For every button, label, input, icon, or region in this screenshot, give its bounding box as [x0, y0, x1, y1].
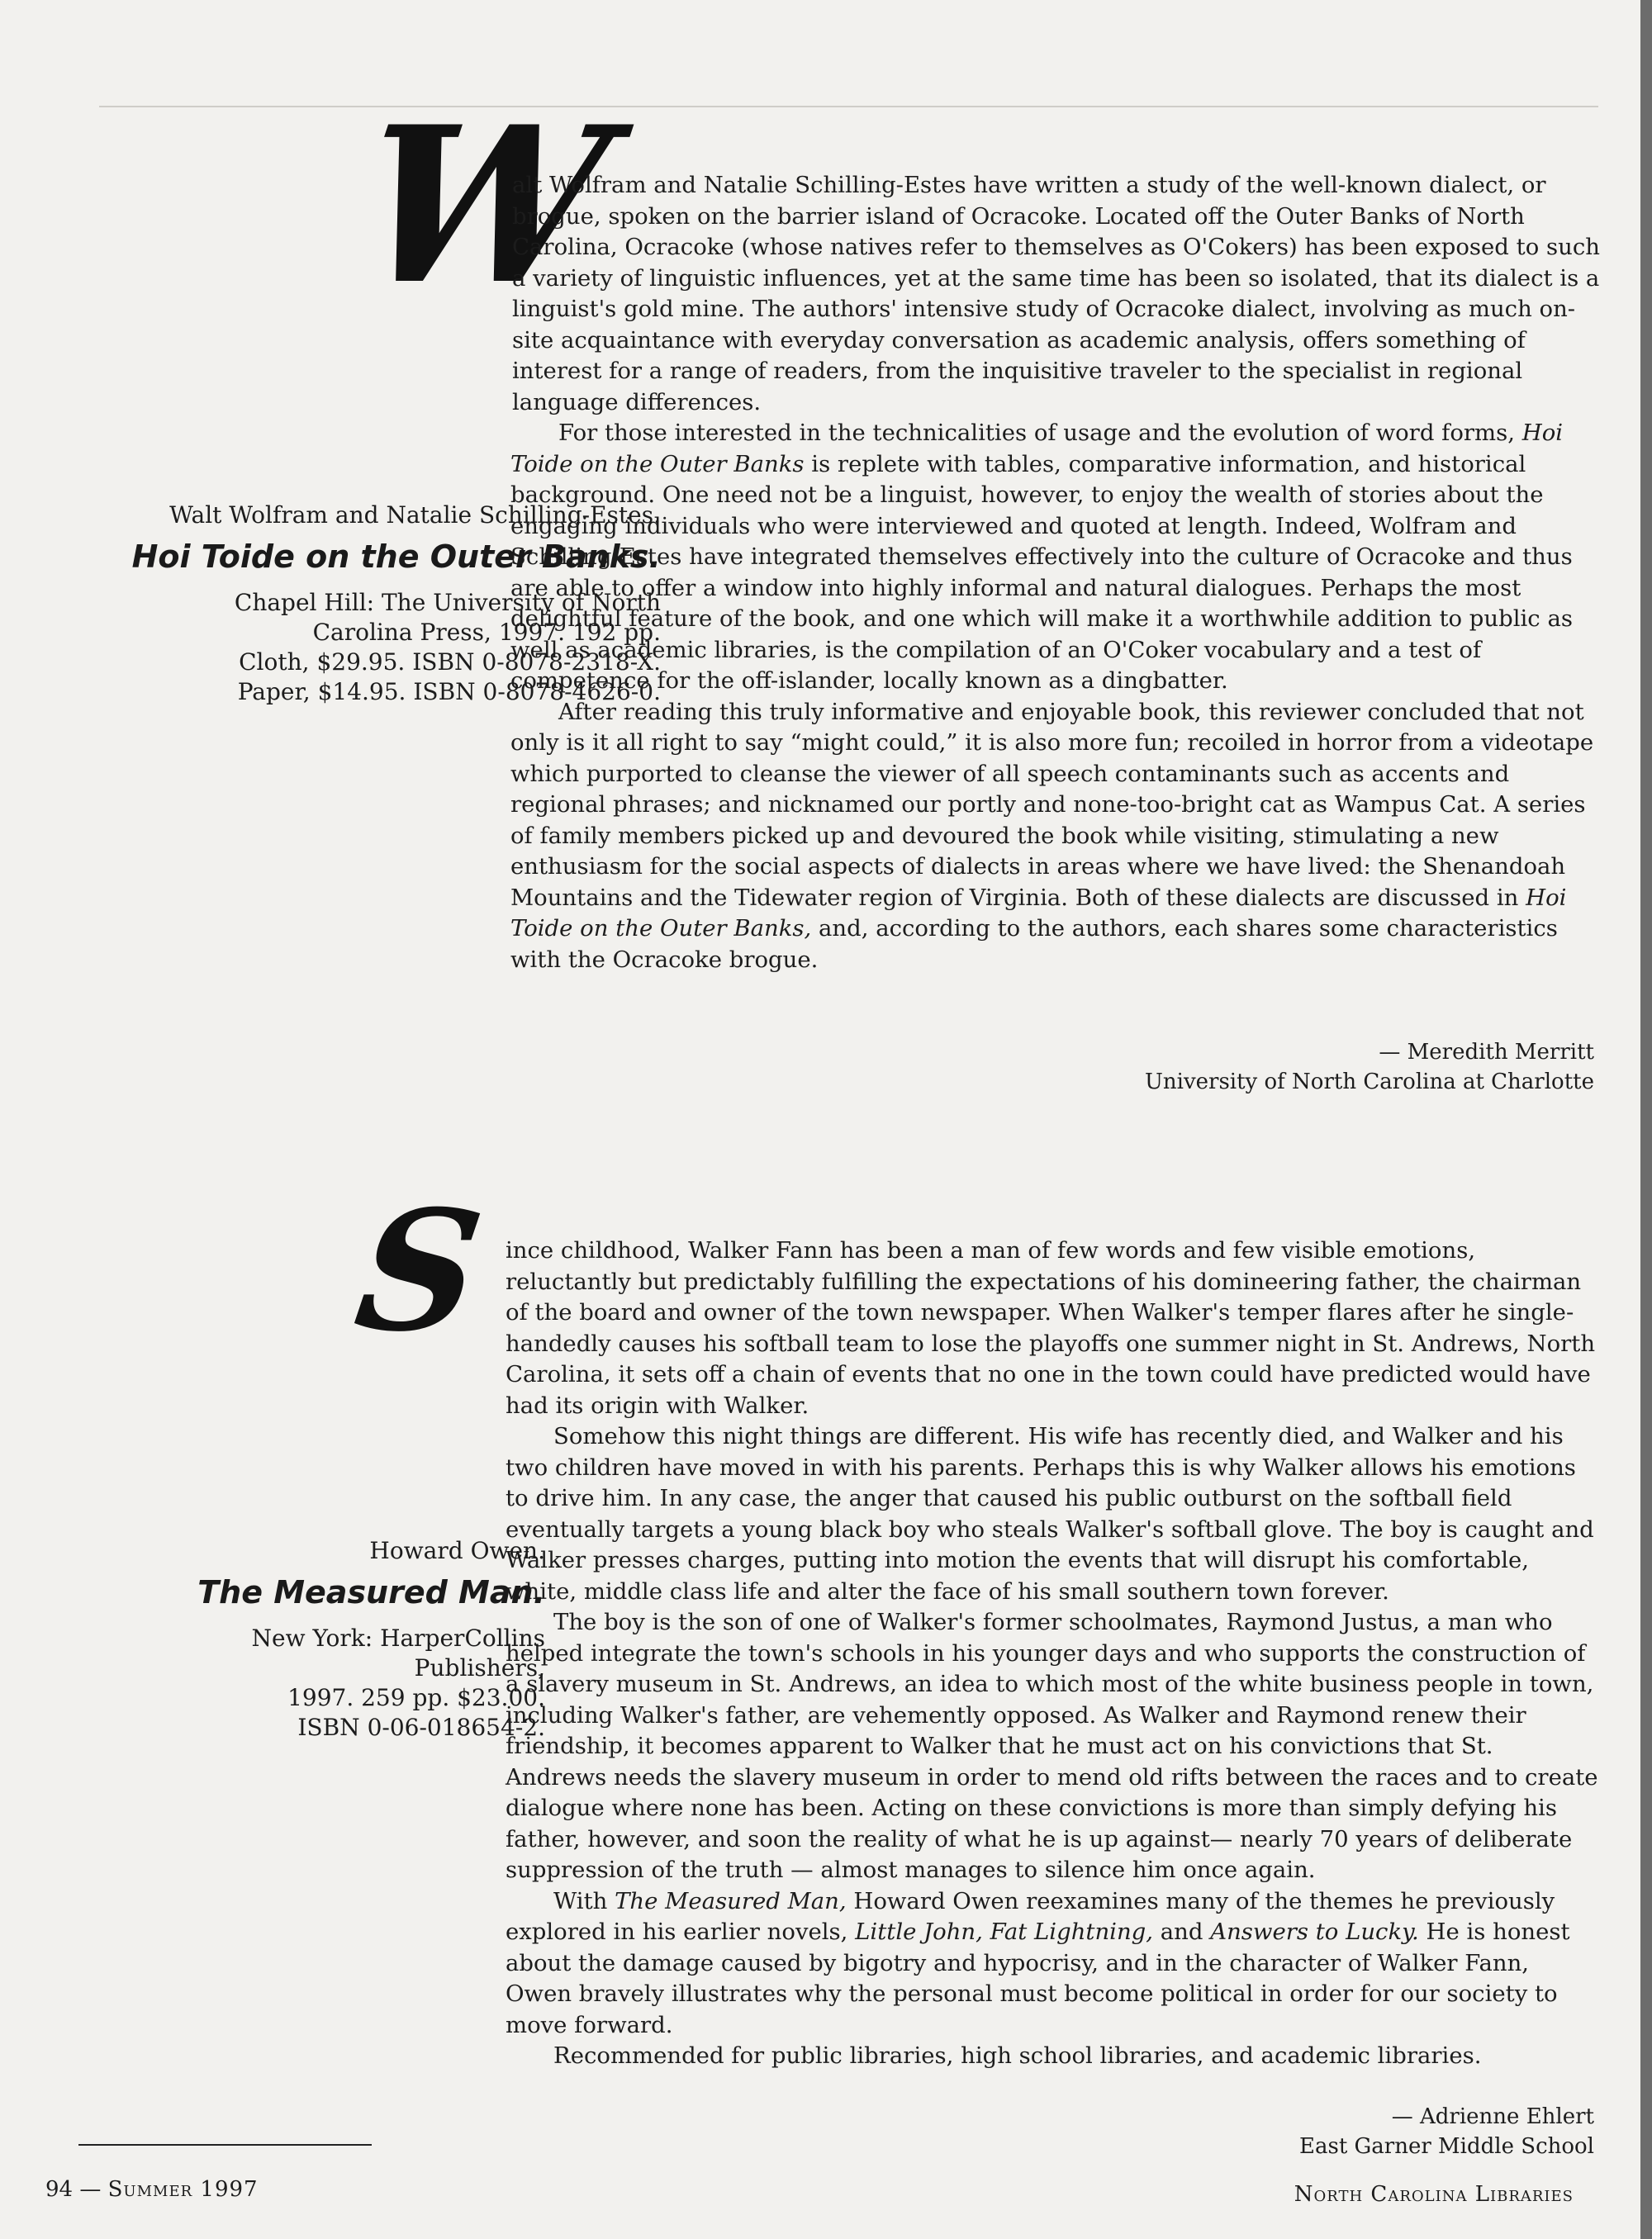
book-title-ref: Answers to Lucky.	[1210, 1919, 1419, 1945]
review1-signature	[991, 1037, 1594, 1097]
reviewer-name: — Meredith Merritt	[1379, 1040, 1594, 1065]
reviewer-affiliation: East Garner Middle School	[1299, 2134, 1594, 2159]
review2-paragraph-3: The boy is the son of one of Walker's former schoolmates, Raymond Justus, a man who helped integrate the town's schools in his younger days and who supports the construction of a slavery museum in St. Andrews, an idea to which most of the white business people in town, including Walker's father, are vehemently opposed. As Walker and Raymond renew their friendship, it becomes apparent to Walker that he must act on his convictions that St. Andrews needs the slavery museum in order to mend old rifts between the races and to create dialogue where none has been. Acting on these convictions is more than simply defying his father, however, and soon the reality of what he is up against— nearly 70 years of deliberate suppression of the truth — almost manages to silence him once again.	[506, 1609, 1598, 1883]
biblio-publisher: Chapel Hill: The University of North	[234, 589, 661, 616]
biblio-isbn: ISBN 0-06-018654-2.	[297, 1714, 545, 1741]
footer-right	[1294, 2182, 1574, 2207]
issue-date: Summer 1997	[107, 2177, 259, 2202]
book-title-ref: Hoi Toide on the Outer Banks,	[510, 884, 1567, 942]
review2-paragraph-2: Somehow this night things are different. His wife has recently died, and Walker and his two children have moved in with his parents. Perhaps this is why Walker allows his emotions to drive him. In any case, the anger that caused his public outburst on the softball field eventually targets a young black boy who steals Walker's softball glove. The boy is caught and Walker presses charges, putting into motion the events that will disrupt his comfortable, white, middle class life and alter the face of his small southern town forever.	[506, 1423, 1594, 1605]
book-title-ref: Little John, Fat Lightning,	[855, 1919, 1154, 1945]
top-rule	[99, 106, 1598, 107]
biblio-title: Hoi Toide on the Outer Banks.	[131, 538, 661, 575]
biblio-title: The Measured Man.	[197, 1574, 545, 1610]
biblio-publisher: New York: HarperCollins Publishers,	[251, 1625, 545, 1682]
reviewer-affiliation: University of North Carolina at Charlotte	[1144, 1070, 1594, 1094]
book-title-ref: Hoi Toide on the Outer Banks	[510, 420, 1564, 477]
biblio-publisher: 1997. 259 pp. $23.00.	[287, 1684, 545, 1711]
biblio-price: Cloth, $29.95. ISBN 0-8078-2318-X.	[239, 648, 661, 676]
biblio-author: Howard Owen.	[369, 1537, 545, 1564]
footer-rule	[78, 2144, 372, 2146]
review1-paragraph-1: alt Wolfram and Natalie Schilling-Estes have written a study of the well-known dialect, or brogue, spoken on the barrier island of Ocracoke. Located off the Outer Banks of North Carolina, Ocracoke (whose natives refer to themselves as O'Cokers) has been exposed to such a variety of linguistic influences, yet at the same time has been so isolated, that its dialect is a linguist's gold mine. The authors' intensive study of Ocracoke dialect, involving as much on-site acquaintance with everyday conversation as academic analysis, offers something of interest for a range of readers, from the inquisitive traveler to the specialist in regional language differences.	[512, 172, 1600, 415]
page-number: 94 —	[45, 2177, 108, 2202]
review1-bibliography	[124, 500, 661, 707]
review1-body	[512, 170, 1602, 418]
review1-paragraph-2: For those interested in the technicalities of usage and the evolution of word forms, Hoi Toide on the Outer Banks is replete with tables, comparative information, and historical background. One need not be a linguist, however, to enjoy the wealth of stories about the engaging individuals who were interviewed and quoted at length. Indeed, Wolfram and Schilling-Estes have integrated themselves effectively into the culture of Ocracoke and thus are able to offer a window into highly informal and natural dialogues. Perhaps the most delightful feature of the book, and one which will make it a worthwhile addition to public as well as academic libraries, is the compilation of an O'Coker vocabulary and a test of competence for the off-islander, locally known as a dingbatter.	[510, 420, 1573, 694]
reviewer-name: — Adrienne Ehlert	[1391, 2104, 1594, 2129]
dropcap-s: S	[345, 1174, 493, 1369]
dropcap-w: W	[345, 80, 623, 332]
review2-bibliography	[116, 1536, 545, 1743]
biblio-price: Paper, $14.95. ISBN 0-8078-4626-0.	[237, 678, 661, 705]
review2-paragraph-4: With The Measured Man, Howard Owen reexamines many of the themes he previously explored in his earlier novels, Little John, Fat Lightning, and Answers to Lucky. He is honest about the damage caused by bigotry and hypocrisy, and in the character of Walker Fann, Owen bravely illustrates why the personal must become political in order for our society to move forward.	[506, 1887, 1570, 2038]
journal-name: North Carolina Libraries	[1294, 2182, 1574, 2207]
review1-paragraph-3: After reading this truly informative and enjoyable book, this reviewer concluded that not only is it all right to say “might could,” it is also more fun; recoiled in horror from a videotape which purported to cleanse the viewer of all speech contaminants such as accents and regional phrases; and nicknamed our portly and none-too-bright cat as Wampus Cat. A series of family members picked up and devoured the book while visiting, stimulating a new enthusiasm for the social aspects of dialects in areas where we have lived: the Shenandoah Mountains and the Tidewater region of Virginia. Both of these dialects are discussed in Hoi Toide on the Outer Banks, and, according to the authors, each shares some characteristics with the Ocracoke brogue.	[510, 698, 1594, 973]
review2-body	[506, 1236, 1600, 2072]
biblio-publisher: Carolina Press, 1997. 192 pp.	[312, 619, 661, 646]
review2-paragraph-5: Recommended for public libraries, high school libraries, and academic libraries.	[553, 2042, 1482, 2069]
review1-body-lower	[510, 418, 1602, 975]
footer-left	[45, 2177, 259, 2202]
book-title-ref: The Measured Man,	[615, 1887, 847, 1914]
review2-signature	[991, 2102, 1594, 2161]
review2-paragraph-1: ince childhood, Walker Fann has been a man of few words and few visible emotions, reluctantly but predictably fulfilling the expectations of his domineering father, the chairman of the board and owner of the town newspaper. When Walker's temper flares after he single-handedly causes his softball team to lose the playoffs one summer night in St. Andrews, North Carolina, it sets off a chain of events that no one in the town could have predicted would have had its origin with Walker.	[506, 1237, 1596, 1419]
page-edge	[1640, 0, 1652, 2239]
biblio-author: Walt Wolfram and Natalie Schilling-Estes.	[169, 501, 661, 529]
